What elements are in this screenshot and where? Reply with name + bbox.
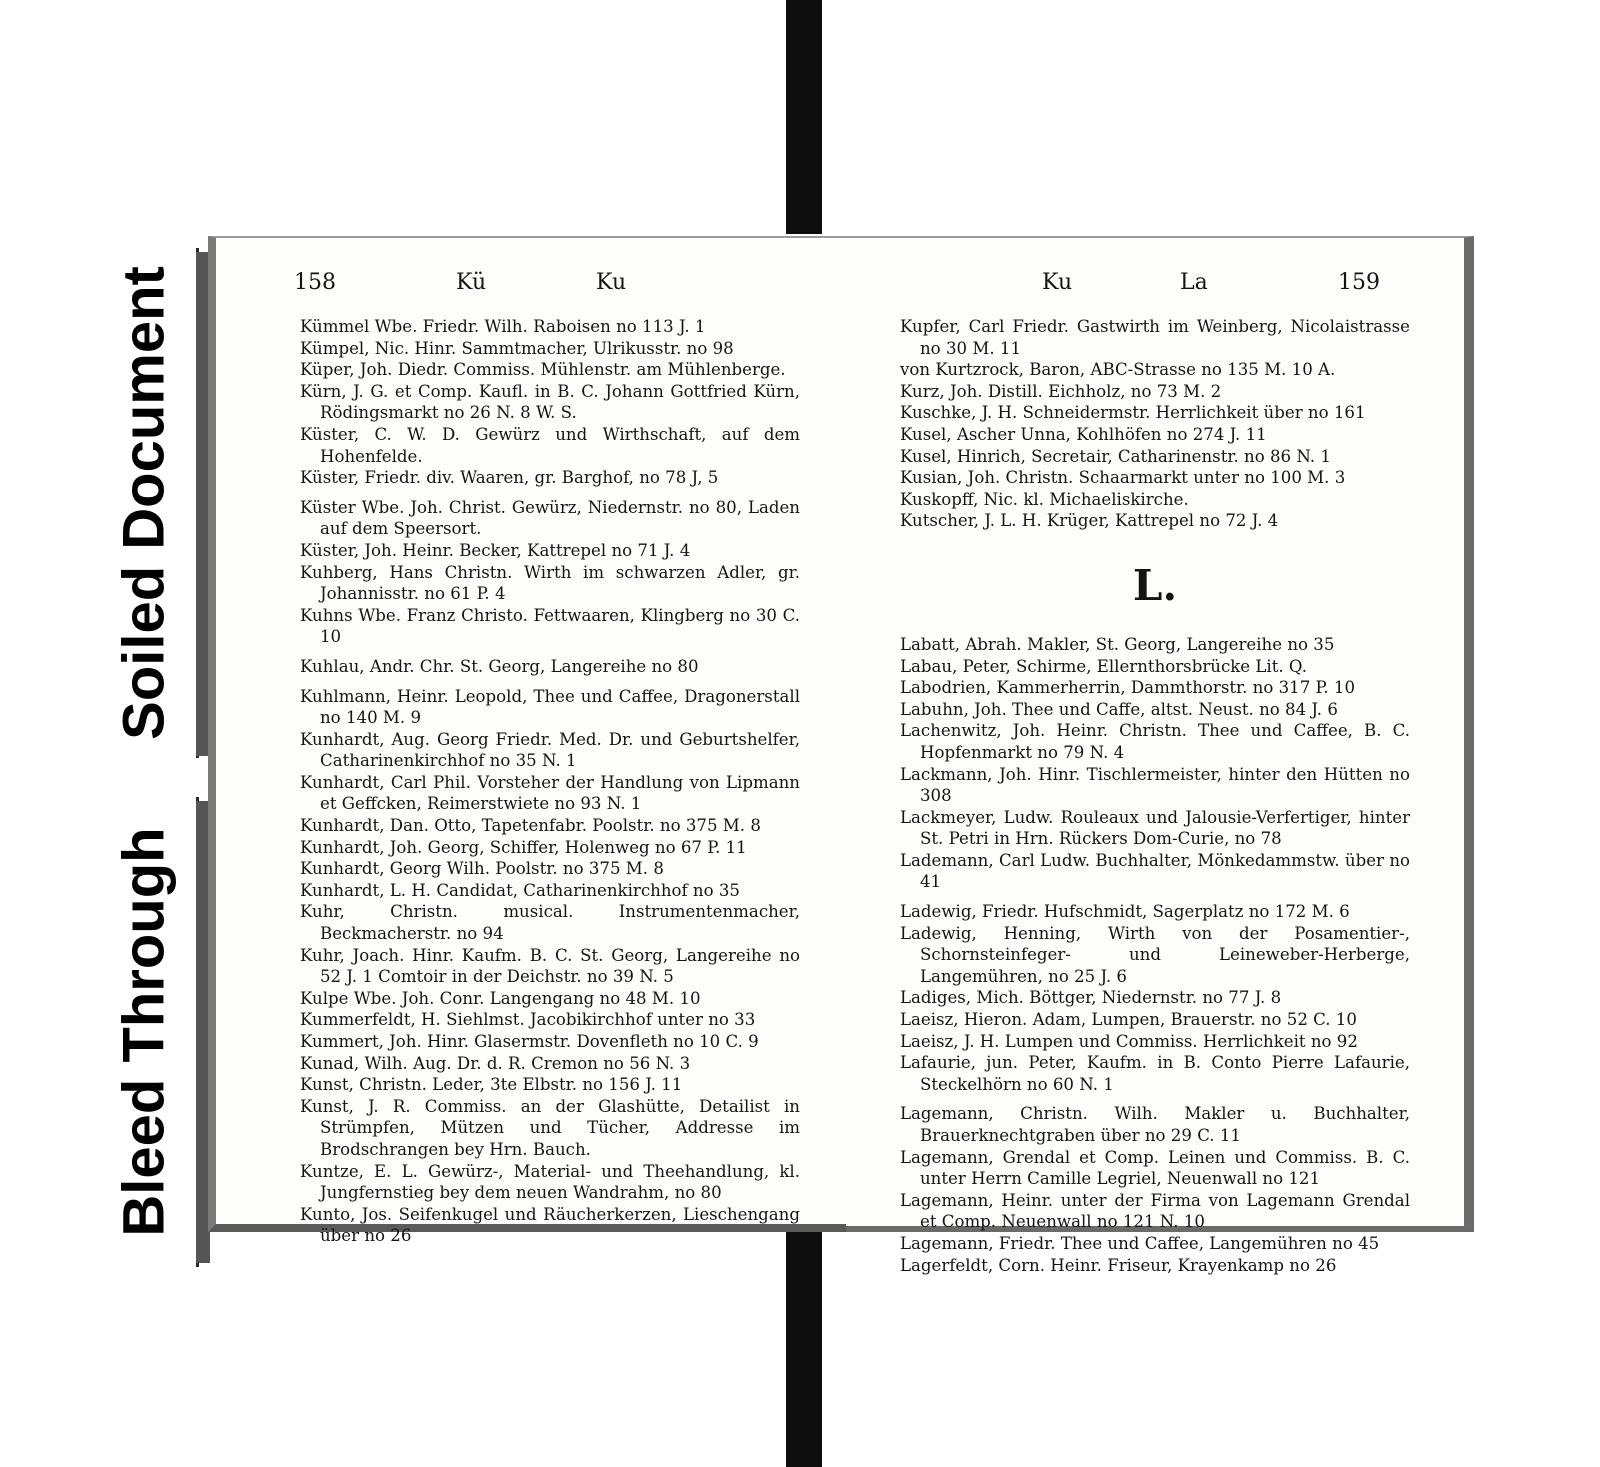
directory-entry: Küster, C. W. D. Gewürz und Wirthschaft, auf dem Hohenfelde. — [300, 424, 800, 466]
directory-entry: Lafaurie, jun. Peter, Kaufm. in B. Conto Pierre Lafaurie, Steckelhörn no 60 N. 1 — [900, 1053, 1410, 1094]
directory-entry: Labuhn, Joh. Thee und Caffe, altst. Neust. no 84 J. 6 — [900, 699, 1338, 719]
left-page — [208, 236, 848, 1246]
bleed-through-label — [92, 797, 199, 1267]
right-entry-list — [900, 316, 1410, 1276]
directory-entry: Lagemann, Heinr. unter der Firma von Lagemann Grendal et Comp. Neuenwall no 121 N. 10 — [900, 1190, 1410, 1232]
directory-entry: Labatt, Abrah. Makler, St. Georg, Langereihe no 35 — [900, 634, 1335, 654]
directory-entry: Kunhardt, L. H. Candidat, Catharinenkirchhof no 35 — [300, 880, 740, 900]
directory-entry: Labau, Peter, Schirme, Ellernthorsbrücke Lit. Q. — [900, 656, 1307, 676]
directory-entry: Kusel, Ascher Unna, Kohlhöfen no 274 J. 11 — [900, 424, 1267, 444]
directory-entry: Küper, Joh. Diedr. Commiss. Mühlenstr. am Mühlenberge. — [300, 360, 786, 380]
directory-entry: Kunhardt, Aug. Georg Friedr. Med. Dr. und Geburtshelfer, Catharinenkirchhof no 35 N. 1 — [300, 729, 800, 771]
directory-entry: Kummert, Joh. Hinr. Glasermstr. Dovenfleth no 10 C. 9 — [300, 1032, 759, 1051]
right-entries-top — [900, 316, 1410, 532]
directory-entry: Lachenwitz, Joh. Heinr. Christn. Thee und Caffee, B. C. Hopfenmarkt no 79 N. 4 — [900, 721, 1410, 762]
directory-entry: Küster Wbe. Joh. Christ. Gewürz, Niedernstr. no 80, Laden auf dem Speersort. — [300, 497, 800, 539]
directory-entry: Kümmel Wbe. Friedr. Wilh. Raboisen no 113 J. 1 — [300, 317, 706, 336]
directory-entry: Lagerfeldt, Corn. Heinr. Friseur, Krayenkamp no 26 — [900, 1255, 1337, 1275]
right-page-number: 159 — [1338, 270, 1380, 295]
directory-entry: Kutscher, J. L. H. Krüger, Kattrepel no 72 J. 4 — [900, 511, 1279, 531]
soiled-document-text: Soiled Document — [111, 266, 177, 740]
right-running-head-1: Ku — [1042, 270, 1073, 295]
right-entries-bottom — [900, 634, 1410, 1276]
directory-entry: Kunst, Christn. Leder, 3te Elbstr. no 156 J. 11 — [300, 1075, 683, 1095]
left-running-head-2: Ku — [596, 270, 627, 295]
right-running-head-2: La — [1180, 270, 1208, 295]
spine-bar-top — [786, 0, 822, 234]
directory-entry: Laeisz, Hieron. Adam, Lumpen, Brauerstr. no 52 C. 10 — [900, 1010, 1357, 1030]
directory-entry: Ladewig, Henning, Wirth von der Posamentier-, Schornsteinfeger- und Leineweber-Herberge, Langemühren, no 25 J. 6 — [900, 923, 1410, 986]
left-running-head-1: Kü — [456, 270, 487, 295]
directory-entry: Laeisz, J. H. Lumpen und Commiss. Herrlichkeit no 92 — [900, 1031, 1358, 1051]
directory-entry: Kunhardt, Carl Phil. Vorsteher der Handlung von Lipmann et Geffcken, Reimerstwiete no 93 N. 1 — [300, 772, 800, 814]
directory-entry: Lagemann, Friedr. Thee und Caffee, Langemühren no 45 — [900, 1233, 1380, 1253]
directory-entry: Kuhlmann, Heinr. Leopold, Thee und Caffee, Dragonerstall no 140 M. 9 — [300, 686, 800, 728]
directory-entry: Kulpe Wbe. Joh. Conr. Langengang no 48 M. 10 — [300, 988, 701, 1008]
directory-entry: Kunst, J. R. Commiss. an der Glashütte, Detailist in Strümpfen, Mützen und Tücher, Addresse im Brodschrangen bey Hrn. Bauch. — [300, 1096, 800, 1159]
spine-bar-bottom — [786, 1212, 822, 1467]
directory-entry: Kusel, Hinrich, Secretair, Catharinenstr. no 86 N. 1 — [900, 446, 1331, 466]
directory-entry: Kupfer, Carl Friedr. Gastwirth im Weinberg, Nicolaistrasse no 30 M. 11 — [900, 317, 1410, 358]
directory-entry: Kunhardt, Dan. Otto, Tapetenfabr. Poolstr. no 375 M. 8 — [300, 816, 761, 836]
soiled-document-label — [92, 248, 199, 758]
directory-entry: Ladewig, Friedr. Hufschmidt, Sagerplatz no 172 M. 6 — [900, 902, 1350, 922]
directory-entry: Ladiges, Mich. Böttger, Niedernstr. no 77 J. 8 — [900, 988, 1282, 1008]
directory-entry: Lackmeyer, Ludw. Rouleaux und Jalousie-Verfertiger, hinter St. Petri in Hrn. Rückers Dom-Curie, no 78 — [900, 807, 1410, 849]
directory-entry: Kurz, Joh. Distill. Eichholz, no 73 M. 2 — [900, 381, 1222, 401]
directory-entry: Küster, Joh. Heinr. Becker, Kattrepel no 71 J. 4 — [300, 540, 691, 560]
directory-entry: Lagemann, Christn. Wilh. Makler u. Buchhalter, Brauerknechtgraben über no 29 C. 11 — [900, 1104, 1410, 1145]
directory-entry: Kuskopff, Nic. kl. Michaeliskirche. — [900, 489, 1189, 509]
right-page — [846, 236, 1474, 1275]
left-entry-list — [300, 316, 800, 1247]
directory-entry: Kuhlau, Andr. Chr. St. Georg, Langereihe no 80 — [300, 656, 699, 676]
directory-entry: Kuhr, Joach. Hinr. Kaufm. B. C. St. Georg, Langereihe no 52 J. 1 Comtoir in der Deichstr. no 39 N. 5 — [300, 945, 800, 987]
directory-entry: Küster, Friedr. div. Waaren, gr. Barghof, no 78 J, 5 — [300, 468, 719, 488]
directory-entry: Kusian, Joh. Christn. Schaarmarkt unter no 100 M. 3 — [900, 468, 1346, 488]
directory-entry: Kürn, J. G. et Comp. Kaufl. in B. C. Johann Gottfried Kürn, Rödingsmarkt no 26 N. 8 W. S. — [300, 381, 800, 423]
directory-entry: Kümpel, Nic. Hinr. Sammtmacher, Ulrikusstr. no 98 — [300, 338, 734, 358]
directory-entry: Kuhns Wbe. Franz Christo. Fettwaaren, Klingberg no 30 C. 10 — [300, 605, 800, 647]
directory-entry: Kuhberg, Hans Christn. Wirth im schwarzen Adler, gr. Johannisstr. no 61 P. 4 — [300, 562, 800, 604]
directory-entry: Lackmann, Joh. Hinr. Tischlermeister, hinter den Hütten no 308 — [900, 764, 1410, 806]
directory-entry: Lagemann, Grendal et Comp. Leinen und Commiss. B. C. unter Herrn Camille Legriel, Neuenwall no 121 — [900, 1147, 1410, 1189]
left-page-number: 158 — [294, 270, 336, 295]
bleed-through-text: Bleed Through — [111, 827, 177, 1237]
directory-entry: Lademann, Carl Ludw. Buchhalter, Mönkedammstw. über no 41 — [900, 850, 1410, 892]
directory-entry: Kunhardt, Georg Wilh. Poolstr. no 375 M. 8 — [300, 859, 664, 879]
directory-entry: Kunad, Wilh. Aug. Dr. d. R. Cremon no 56 N. 3 — [300, 1053, 691, 1073]
directory-entry: Kunhardt, Joh. Georg, Schiffer, Holenweg no 67 P. 11 — [300, 837, 747, 857]
directory-entry: Kuhr, Christn. musical. Instrumentenmacher, Beckmacherstr. no 94 — [300, 902, 800, 944]
directory-entry: Kummerfeldt, H. Siehlmst. Jacobikirchhof unter no 33 — [300, 1010, 756, 1030]
directory-entry: Kunto, Jos. Seifenkugel und Räucherkerzen, Lieschengang über no 26 — [300, 1204, 800, 1246]
directory-entry: von Kurtzrock, Baron, ABC-Strasse no 135 M. 10 A. — [900, 360, 1336, 380]
directory-entry: Kuschke, J. H. Schneidermstr. Herrlichkeit über no 161 — [900, 403, 1366, 423]
directory-entry: Labodrien, Kammerherrin, Dammthorstr. no 317 P. 10 — [900, 678, 1356, 698]
directory-entry: Kuntze, E. L. Gewürz-, Material- und Theehandlung, kl. Jungfernstieg bey dem neuen Wandrahm, no 80 — [300, 1161, 800, 1203]
section-letter-heading: L. — [1132, 560, 1178, 610]
